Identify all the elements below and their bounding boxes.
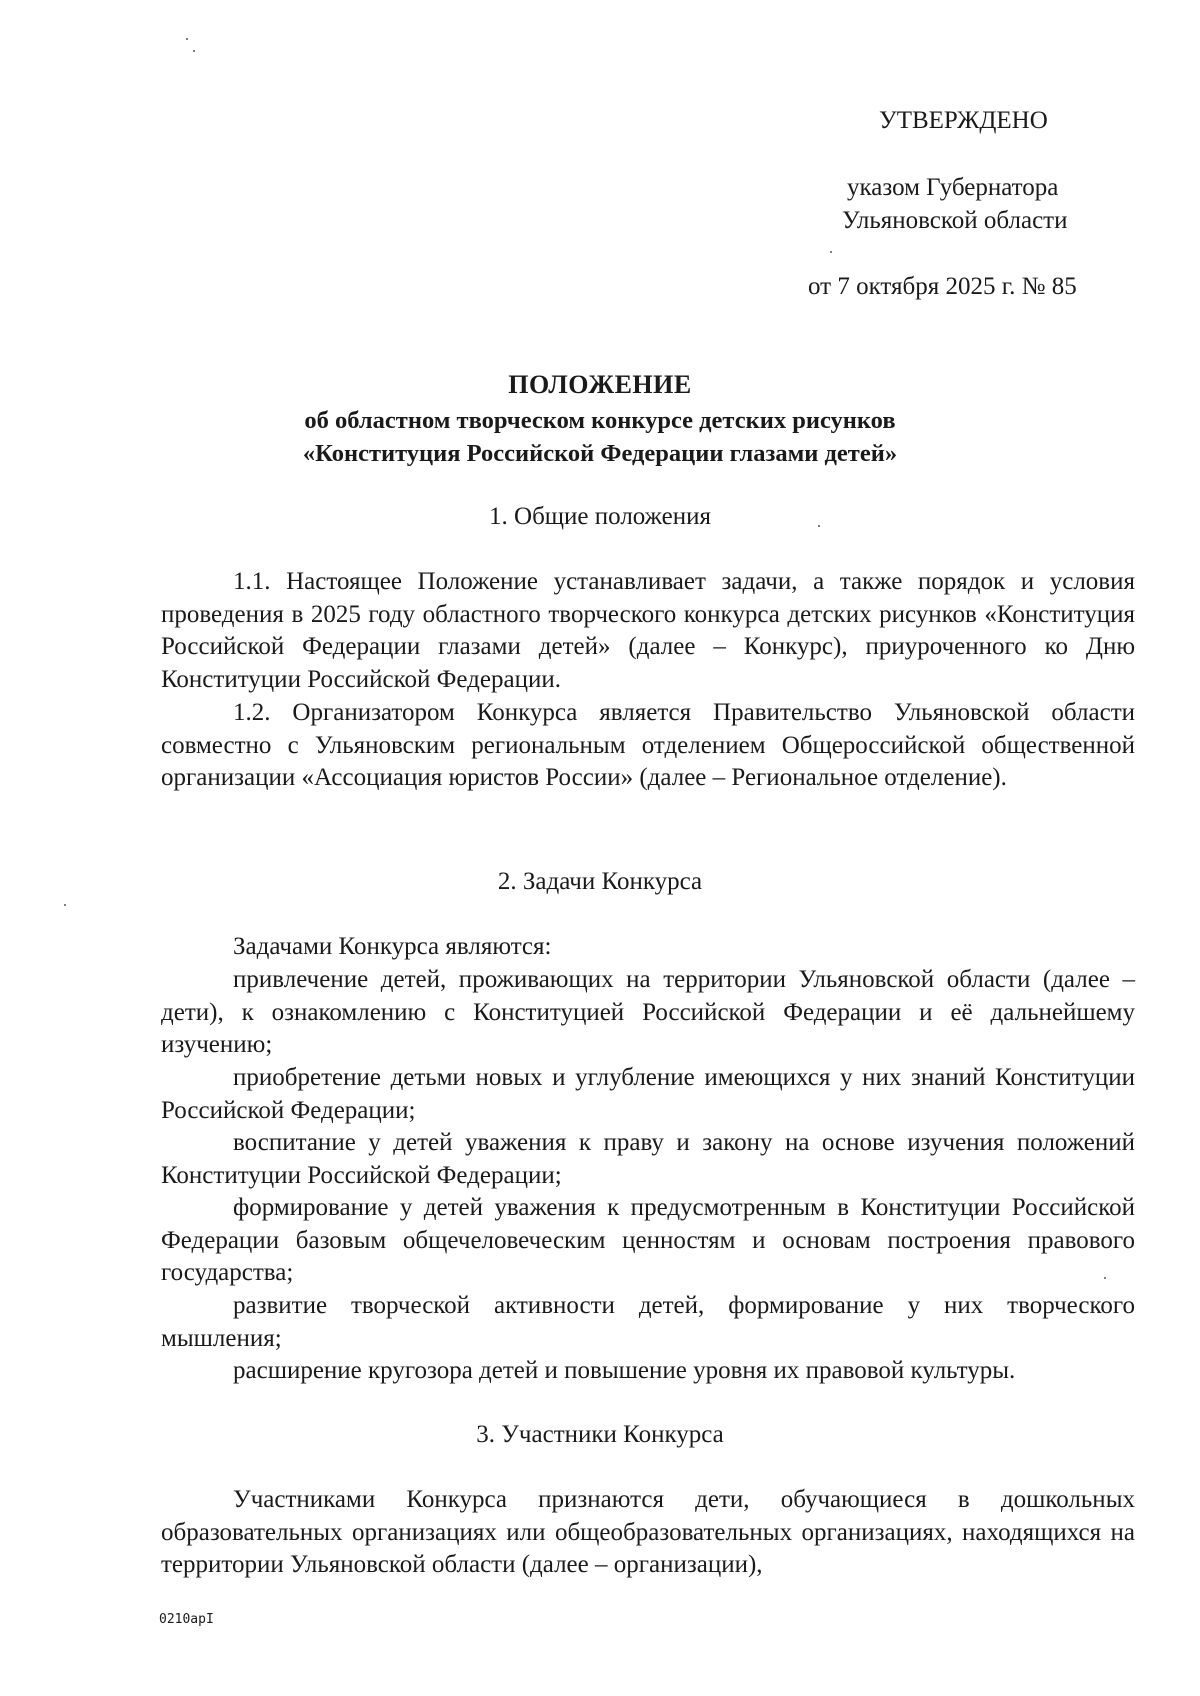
scan-speck (64, 904, 66, 906)
list-item: воспитание у детей уважения к праву и закону на основе изучения положений Конституции Российской Федерации; (161, 1129, 1135, 1189)
list-item: формирование у детей уважения к предусмотренным в Конституции Российской Федерации базовым общечеловеческим ценностям и основам построения правового государства; (161, 1194, 1135, 1287)
scan-speck (193, 50, 195, 52)
section-heading: 1. Общие положения (489, 503, 711, 530)
decree-date-number: от 7 октября 2025 г. № 85 (808, 273, 1077, 300)
section-heading: 3. Участники Конкурса (476, 1421, 724, 1448)
paragraph: 1.2. Организатором Конкурса является Правительство Ульяновской области совместно с Ульяновским региональным отделением Общероссийской общественной организации «Ассоциация юристов России» (далее – Региональное отделение). (161, 699, 1135, 792)
list-item: развитие творческой активности детей, формирование у них творческого мышления; (161, 1292, 1135, 1352)
list-item: приобретение детьми новых и углубление имеющихся у них знаний Конституции Российской Федерации; (161, 1064, 1135, 1124)
paragraph: 1.1. Настоящее Положение устанавливает задачи, а также порядок и условия проведения в 2025 году областного творческого конкурса детских рисунков «Конституция Российской Федерации глазами детей» (далее – Конкурс), приуроченного ко Дню Конституции Российской Федерации. (161, 568, 1135, 693)
decree-line-1: указом Губернатора (847, 174, 1059, 201)
scan-speck (830, 251, 832, 253)
document-subtitle-line-1: об областном творческом конкурсе детских рисунков (304, 407, 896, 434)
document-title: ПОЛОЖЕНИЕ (508, 370, 692, 399)
list-item: расширение кругозора детей и повышение уровня их правовой культуры. (233, 1357, 1016, 1384)
document-code: 0210apI (159, 1612, 214, 1627)
section-heading: 2. Задачи Конкурса (497, 868, 703, 895)
decree-line-2: Ульяновской области (842, 207, 1068, 234)
list-item: привлечение детей, проживающих на территории Ульяновской области (далее – дети), к ознакомлению с Конституцией Российской Федерации и её дальнейшему изучению; (161, 966, 1135, 1059)
approval-stamp: УТВЕРЖДЕНО (879, 107, 1048, 134)
document-subtitle-line-2: «Конституция Российской Федерации глазами детей» (302, 440, 898, 467)
paragraph: Задачами Конкурса являются: (233, 933, 552, 960)
paragraph: Участниками Конкурса признаются дети, обучающиеся в дошкольных образовательных организациях или общеобразовательных организациях, находящихся на территории Ульяновской области (далее – организации), (161, 1486, 1135, 1579)
scan-speck (186, 38, 188, 40)
